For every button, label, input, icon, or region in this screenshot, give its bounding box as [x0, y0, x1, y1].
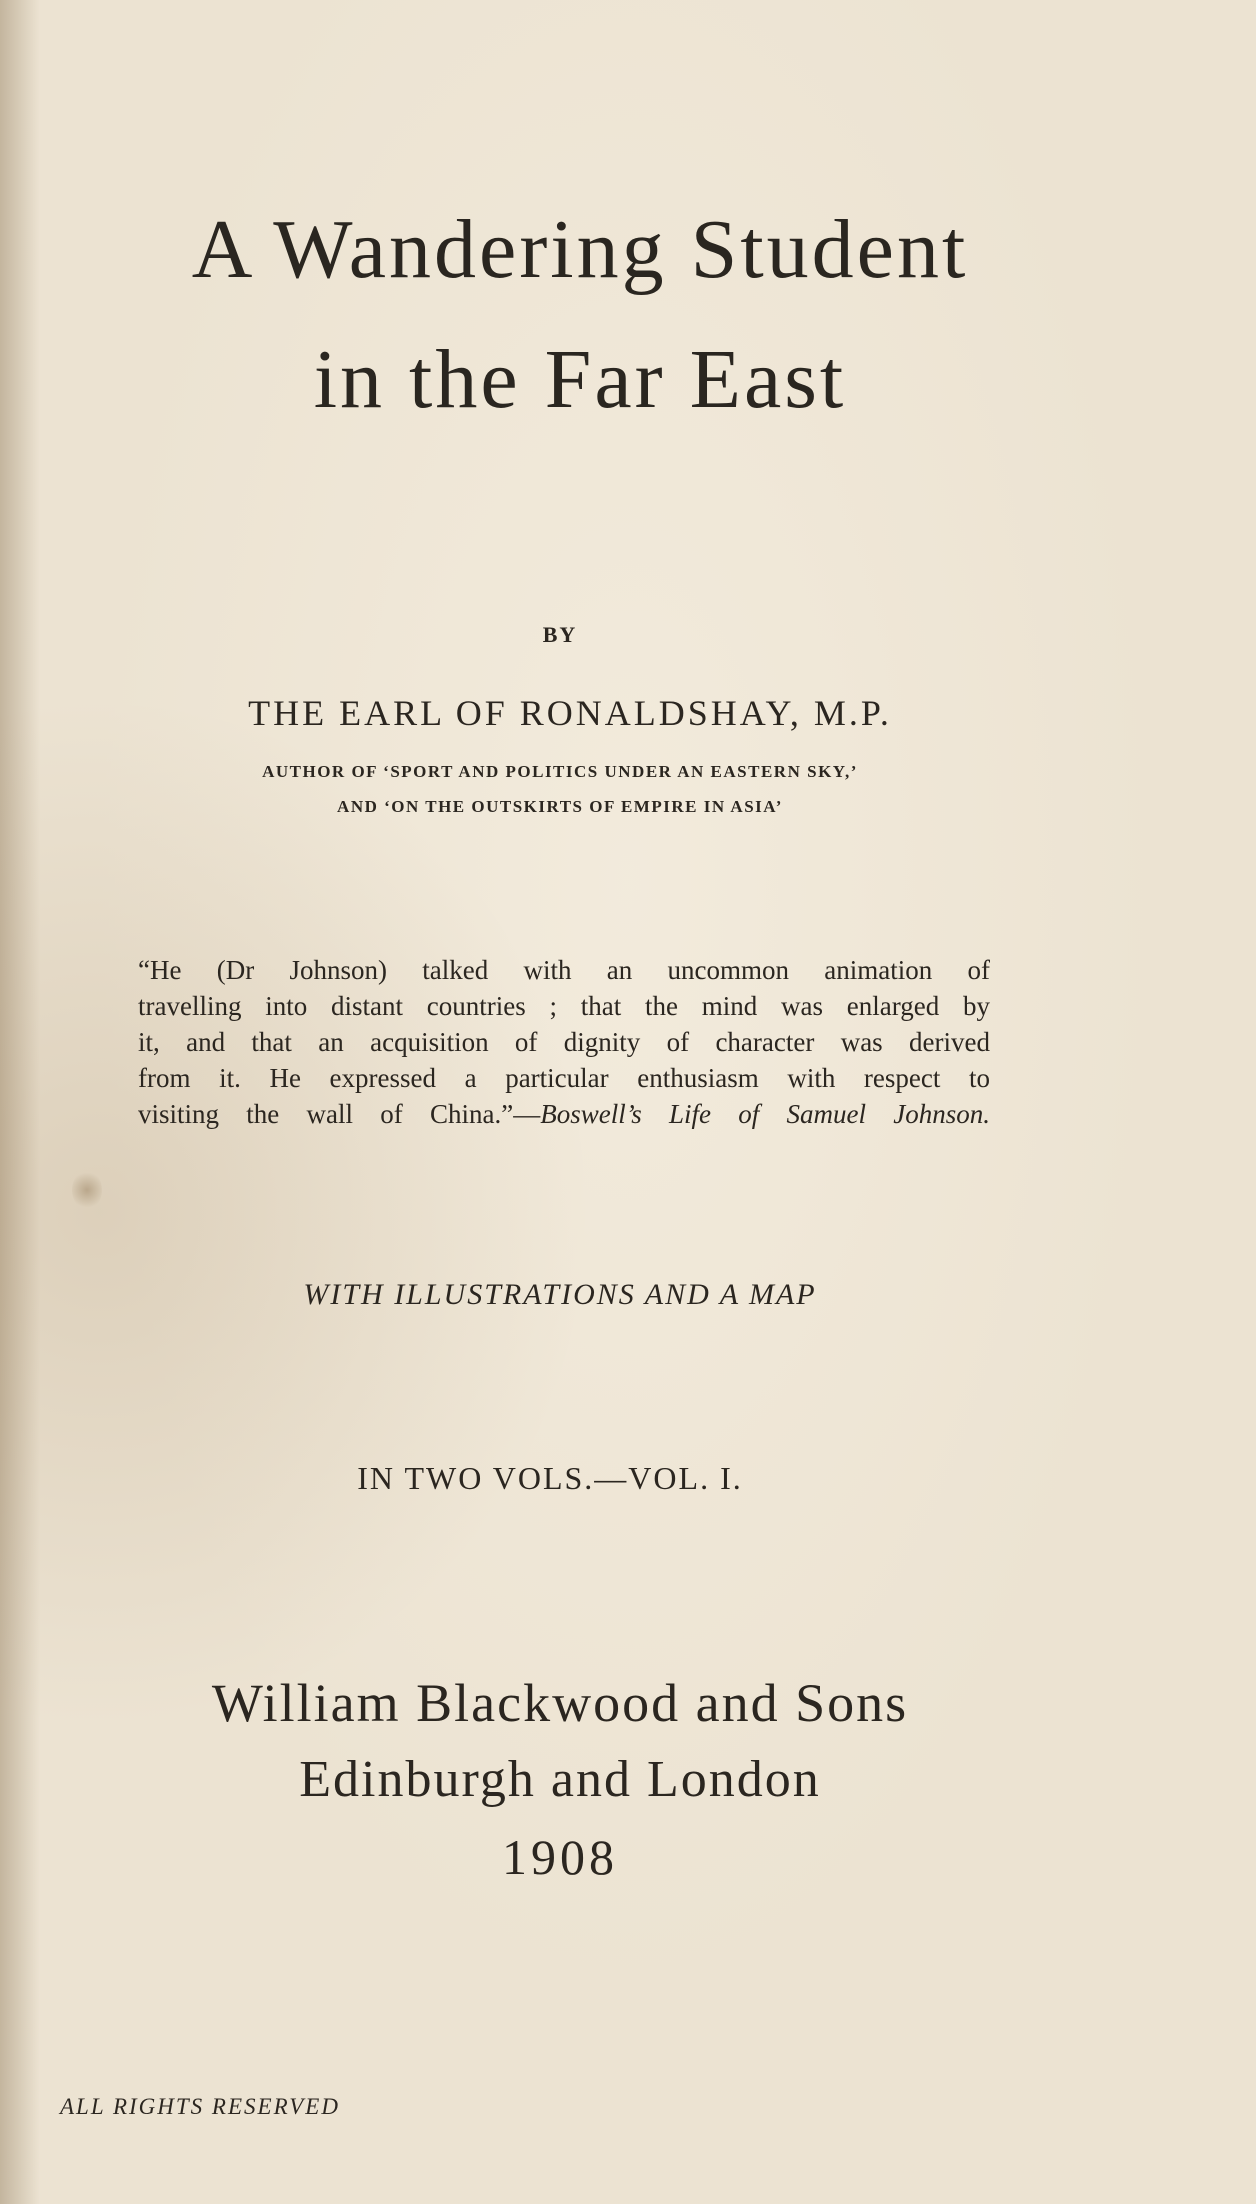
- previous-works-line-2: AND ‘ON THE OUTSKIRTS OF EMPIRE IN ASIA’: [337, 797, 783, 816]
- epigraph-line: “He (Dr Johnson) talked with an uncommon animation of: [138, 955, 990, 985]
- epigraph-last-line: [138, 1096, 990, 1132]
- illustrations-note: WITH ILLUSTRATIONS AND A MAP: [303, 1278, 817, 1311]
- epigraph-line: from it. He expressed a particular enthusiasm with respect to: [138, 1063, 990, 1093]
- author-name: THE EARL OF RONALDSHAY, M.P.: [248, 693, 892, 733]
- publisher-place: Edinburgh and London: [299, 1751, 821, 1808]
- byline: BY: [542, 622, 578, 647]
- title-line-2: in the Far East: [313, 333, 847, 426]
- title-line-1: A Wandering Student: [191, 203, 969, 296]
- epigraph-source: Boswell’s Life of Samuel Johnson.: [540, 1099, 991, 1129]
- publisher-name: William Blackwood and Sons: [211, 1673, 909, 1733]
- volume-info: IN TWO VOLS.—VOL. I.: [357, 1460, 743, 1496]
- epigraph-line: travelling into distant countries ; that the mind was enlarged by: [138, 991, 990, 1021]
- epigraph-line: it, and that an acquisition of dignity of character was derived: [138, 1027, 990, 1057]
- epigraph-line-text: visiting the wall of China.”—: [138, 1099, 541, 1129]
- publication-year: 1908: [502, 1829, 618, 1885]
- rights-notice: ALL RIGHTS RESERVED: [60, 2094, 340, 2119]
- epigraph: [138, 952, 990, 1132]
- previous-works-line-1: AUTHOR OF ‘SPORT AND POLITICS UNDER AN EASTERN SKY,’: [262, 762, 858, 781]
- paper-stain: [72, 1170, 102, 1210]
